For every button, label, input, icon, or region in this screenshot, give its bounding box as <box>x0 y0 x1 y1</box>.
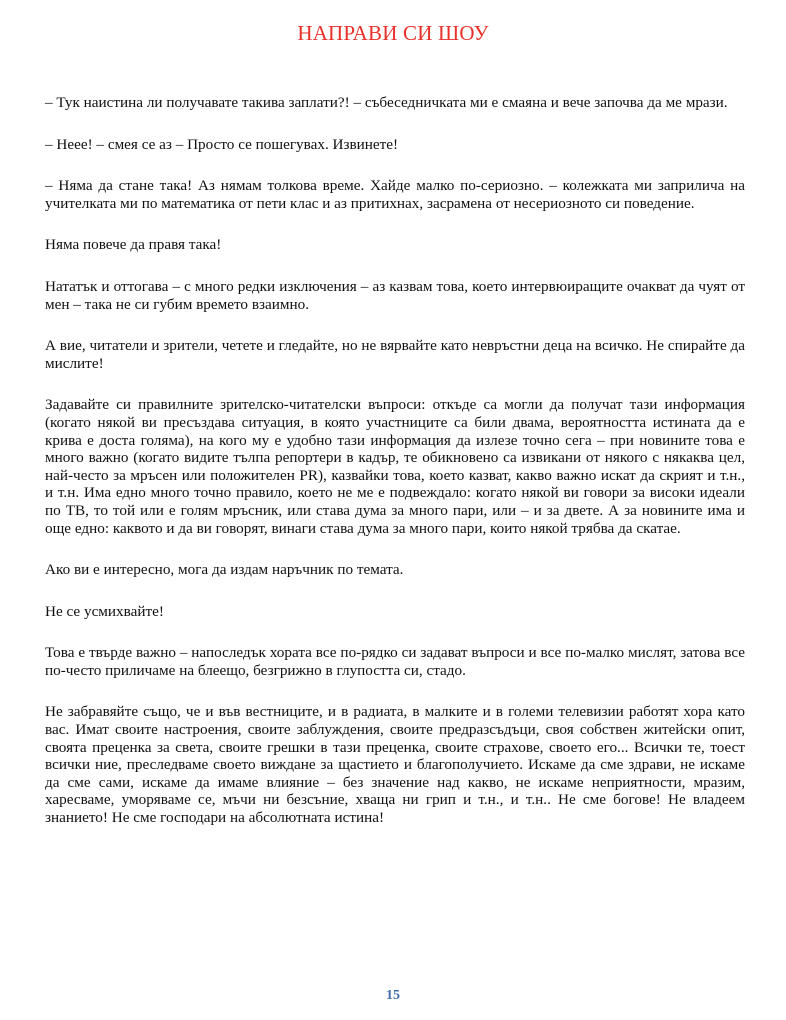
paragraph: Не забравяйте също, че и във вестниците, и в радиата, в малките и в големи телевизии работят хора като вас. Имат своите настроения, своите заблуждения, своите предразсъдъци, своя собствен житейски опит, своята преценка за света, своите грешки в тази преценка, своите страхове, своето его... Всички те, тоест всички ние, преследваме своето виждане за щастието и благополучието. Искаме да сме здрави, не искаме да сме сами, искаме да имаме влияние – без значение над какво, не искаме неприятности, мразим, харесваме, уморяваме се, мъчи ни безсъние, хваща ни грип и т.н., и т.н.. Не сме богове! Не владеем знанието! Не сме господари на абсолютната истина! <box>45 703 745 827</box>
paragraph: – Неее! – смея се аз – Просто се пошегувах. Извинете! <box>45 135 399 153</box>
paragraph: – Тук наистина ли получавате такива заплати?! – събеседничката ми е смаяна и вече започва да ме мрази. <box>45 94 728 111</box>
paragraph: Задавайте си правилните зрителско-читателски въпроси: откъде са могли да получат тази информация (когато някой ви пресъздава ситуация, в която участниците са били двама, вероятността истината да е крива е доста голяма), на кого му е удобно тази информация да излезе точно сега – при новините това е много важно (когато видите тълпа репортери в кадър, те обикновено са извикани от някого с някаква цел, най-често за мръсен или положителен PR), казвайки това, което казват, какво важно искат да скрият и т.н., и т.н. Има едно много точно правило, което не ме е подвеждало: когато някой ви говори за високи идеали по ТВ, то той или е голям мръсник, или става дума за много пари, или – и за двете. А за новините има и още едно: каквото и да ви говорят, винаги става дума за много пари, които някой трябва да скатае. <box>45 396 745 537</box>
body-text <box>45 94 745 851</box>
paragraph: Това е твърде важно – напоследък хората все по-рядко си задават въпроси и все по-малко мислят, затова все по-често приличаме на блеещо, безгрижно в глупостта си, стадо. <box>45 644 745 679</box>
paragraph: А вие, читатели и зрители, четете и гледайте, но не вярвайте като невръстни деца на всичко. Не спирайте да мислите! <box>45 337 745 372</box>
paragraph: Нататък и оттогава – с много редки изключения – аз казвам това, което интервюиращите очакват да чуят от мен – така не си губим времето взаимно. <box>45 277 745 313</box>
paragraph: Не се усмихвайте! <box>45 602 164 620</box>
paragraph: – Няма да стане така! Аз нямам толкова време. Хайде малко по-сериозно. – колежката ми заприлича на учителката ми по математика от пети клас и аз притихнах, засрамена от несериозното си поведение. <box>45 177 745 212</box>
chapter-title: НАПРАВИ СИ ШОУ <box>297 21 489 45</box>
paragraph: Ако ви е интересно, мога да издам наръчник по темата. <box>45 561 404 579</box>
paragraph: Няма повече да правя така! <box>45 236 222 254</box>
page-number: 15 <box>386 988 400 1003</box>
